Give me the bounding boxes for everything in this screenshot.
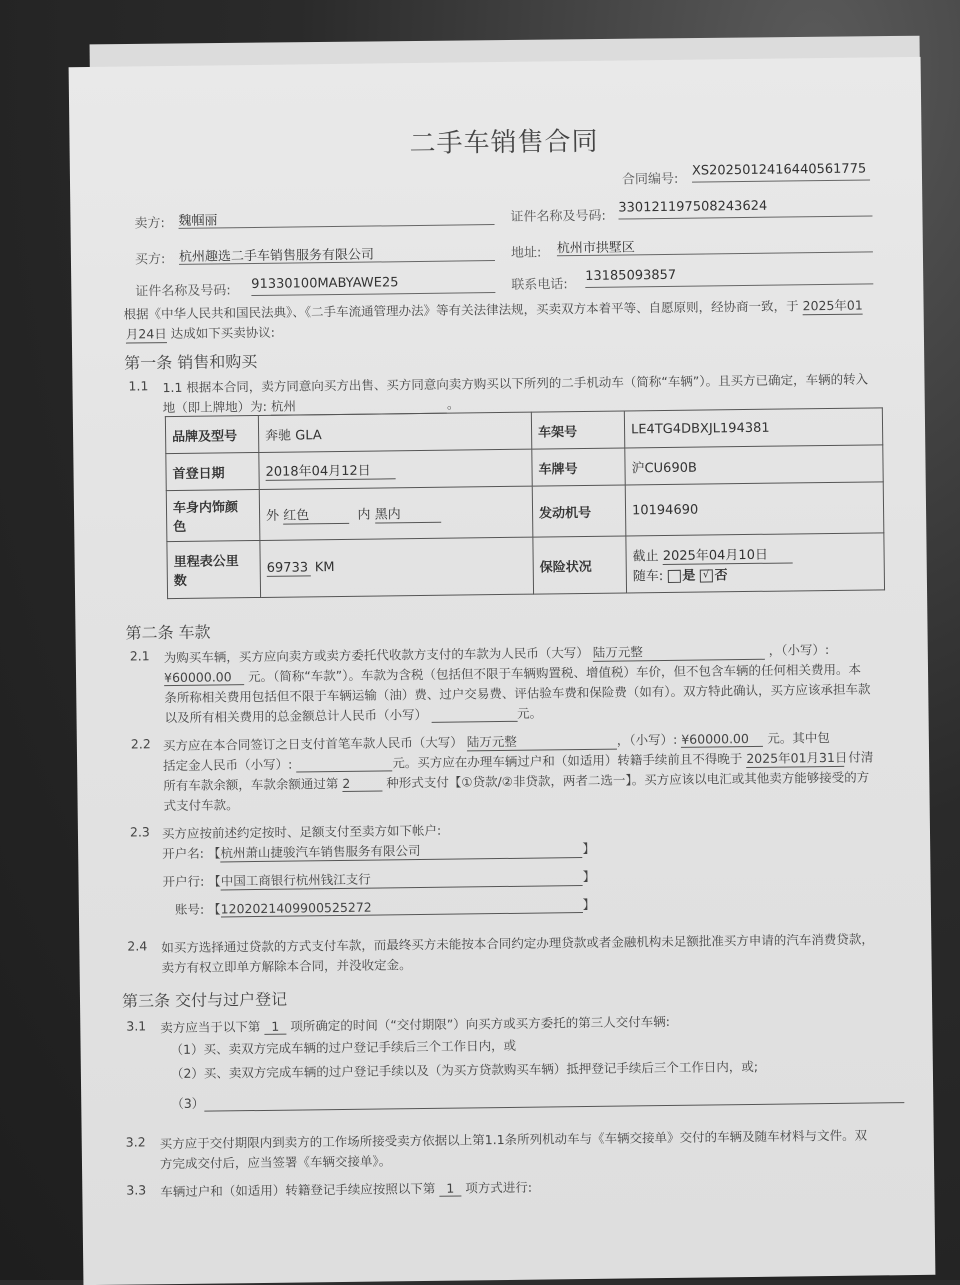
color-value: 外 红色 内 黑内: [259, 486, 533, 540]
clause-3-1-option-2: （2）买、卖双方完成车辆的过户登记手续以及（为买方贷款购买车辆）抵押登记手续后三个工作日内，或;: [170, 1058, 759, 1082]
clause-1-1-line-2: 地（即上牌地）为: 杭州 。: [162, 396, 460, 416]
clause-3-3-line-1: 车辆过户和（如适用）转籍登记手续应按照以下第 1 项方式进行:: [160, 1179, 533, 1200]
account-no-row: 账号: 【1202021409900525272 】: [174, 896, 596, 918]
intro-line-1: 根据《中华人民共和国民法典》、《二手车流通管理办法》等有关法律法规，买卖双方本着平等、自愿原则，经协商一致，于 2025年01: [123, 297, 863, 322]
article-1-title: 第一条 销售和购买: [124, 351, 258, 373]
seller-name: 魏帼丽: [178, 206, 494, 229]
brand-value: 奔驰 GLA: [258, 412, 531, 452]
clause-1-1-no: 1.1: [128, 378, 149, 394]
clause-2-4-line-2: 卖方有权立即单方解除本合同，并没收定金。: [161, 957, 412, 976]
clause-3-2-line-2: 方完成交付后，应当签署《车辆交接单》。: [159, 1153, 392, 1172]
seller-label: 卖方:: [134, 216, 165, 232]
vin-label: 车架号: [531, 411, 624, 449]
clause-2-1-line-2: ¥60000.00 元。（简称“车款”）。车款为含税（包括但不限于车辆购置税、增值税）车价，但不包含车辆的任何相关费用。本: [163, 661, 862, 686]
intro-line-2: 月24日 达成如下买卖协议:: [125, 324, 276, 342]
clause-2-1-line-3: 条所称相关费用包括但不限于车辆运输（油）费、过户交易费、评估验车费和保险费（如有）。双方特此确认，买方应该承担车款: [164, 681, 871, 706]
phone: 13185093857: [585, 265, 873, 288]
article-2-title: 第二条 车款: [125, 622, 211, 643]
buyer-id: 91330100MABYAWE25: [251, 274, 495, 296]
clause-3-1-option-3: （3）: [171, 1085, 904, 1112]
clause-3-1-no: 3.1: [126, 1018, 147, 1034]
account-name-row: 开户名: 【杭州萧山捷骏汽车销售服务有限公司 】: [162, 840, 595, 862]
address-label: 地址:: [510, 245, 542, 261]
seller-id: 330121197508243624: [618, 197, 872, 219]
buyer-id-label: 证件名称及号码:: [135, 283, 231, 300]
contract-page: [69, 57, 936, 1285]
article-3-title: 第三条 交付与过户登记: [121, 989, 288, 1011]
clause-2-3-no: 2.3: [129, 824, 150, 840]
seller-id-label: 证件名称及号码:: [510, 208, 606, 225]
vin-value: LE4TG4DBXJL194381: [624, 408, 882, 448]
mileage-label: 里程表公里 数: [167, 540, 261, 598]
buyer-name: 杭州趣选二手车销售服务有限公司: [179, 242, 495, 265]
engine-value: 10194690: [625, 482, 884, 536]
page-title: 二手车销售合同: [409, 126, 599, 160]
brand-label: 品牌及型号: [165, 415, 258, 453]
clause-2-2-line-3: 所有车款余额，车款余额通过第 2 种形式支付【①贷款/②非贷款，两者二选一】。买方应该以电汇或其他卖方能够接受的方: [163, 769, 870, 794]
insurance-label: 保险状况: [533, 536, 627, 594]
insurance-no-checkbox: √: [699, 569, 712, 582]
clause-2-2-line-1: 买方应在本合同签订之日支付首笔车款人民币（大写） 陆万元整 ，（小写）: ¥60000.00 元。其中包: [162, 730, 830, 754]
clause-3-2-line-1: 买方应于交付期限内到卖方的工作场所接受卖方依据以上第1.1条所列机动车与《车辆交接单》交付的车辆及随车材料与文件。双: [159, 1127, 868, 1152]
buyer-label: 买方:: [134, 252, 166, 268]
engine-label: 发动机号: [532, 485, 626, 537]
clause-2-4-line-1: 如买方选择通过贷款的方式支付车款，而最终买方未能按本合同约定办理贷款或者金融机构未足额批准买方申请的汽车消费贷款，: [161, 931, 874, 956]
clause-3-3-no: 3.3: [126, 1182, 147, 1198]
vehicle-table: [165, 407, 885, 599]
clause-3-1-option-1: （1）买、卖双方完成车辆的过户登记手续后三个工作日内，或: [170, 1037, 517, 1058]
insurance-value: 截止 2025年04月10日 随车: 是 √ 否: [626, 533, 885, 593]
clause-2-2-line-2: 括定金人民币（小写）: 元。买方应在办理车辆过户和（如适用）转籍手续前且不得晚于 2025年01月31日 付清: [163, 749, 874, 774]
contract-no: XS2025012416440561775: [692, 161, 870, 182]
plate-label: 车牌号: [532, 448, 625, 486]
contract-no-label: 合同编号:: [621, 171, 679, 188]
clause-2-2-no: 2.2: [130, 736, 151, 752]
account-bank-row: 开户行: 【中国工商银行杭州钱江支行 】: [162, 868, 596, 890]
address: 杭州市拱墅区: [557, 233, 873, 256]
clause-3-2-no: 3.2: [125, 1134, 146, 1150]
clause-2-1-line-4: 以及所有相关费用的总金额总计人民币（小写） 元。: [164, 705, 543, 726]
reg-date-label: 首登日期: [166, 452, 259, 490]
clause-2-3-line-1: 买方应按前述约定按时、足额支付至卖方如下帐户:: [161, 822, 442, 842]
clause-1-1-line-1: 1.1 根据本合同，卖方同意向买方出售、买方同意向卖方购买以下所列的二手机动车（简称“车辆”）。且买方已确定，车辆的转入: [162, 371, 869, 396]
clause-3-1-line-1: 卖方应当于以下第 1 项所确定的时间（“交付期限”）向买方或买方委托的第三人交付车辆:: [160, 1013, 671, 1036]
clause-2-1-no: 2.1: [129, 648, 150, 664]
clause-2-2-line-4: 式支付车款。: [163, 797, 239, 814]
reg-date-value: 2018年04月12日: [259, 449, 532, 489]
insurance-yes-checkbox: [667, 569, 680, 582]
color-label: 车身内饰颜 色: [166, 489, 260, 541]
clause-2-4-no: 2.4: [127, 938, 148, 954]
clause-2-1-line-1: 为购买车辆，买方应向卖方或卖方委托代收款方支付的车款为人民币（大写） 陆万元整 ，（小写）:: [163, 642, 830, 666]
phone-label: 联系电话:: [511, 277, 568, 293]
mileage-value: 69733 KM: [260, 537, 534, 597]
plate-value: 沪CU690B: [625, 445, 883, 485]
